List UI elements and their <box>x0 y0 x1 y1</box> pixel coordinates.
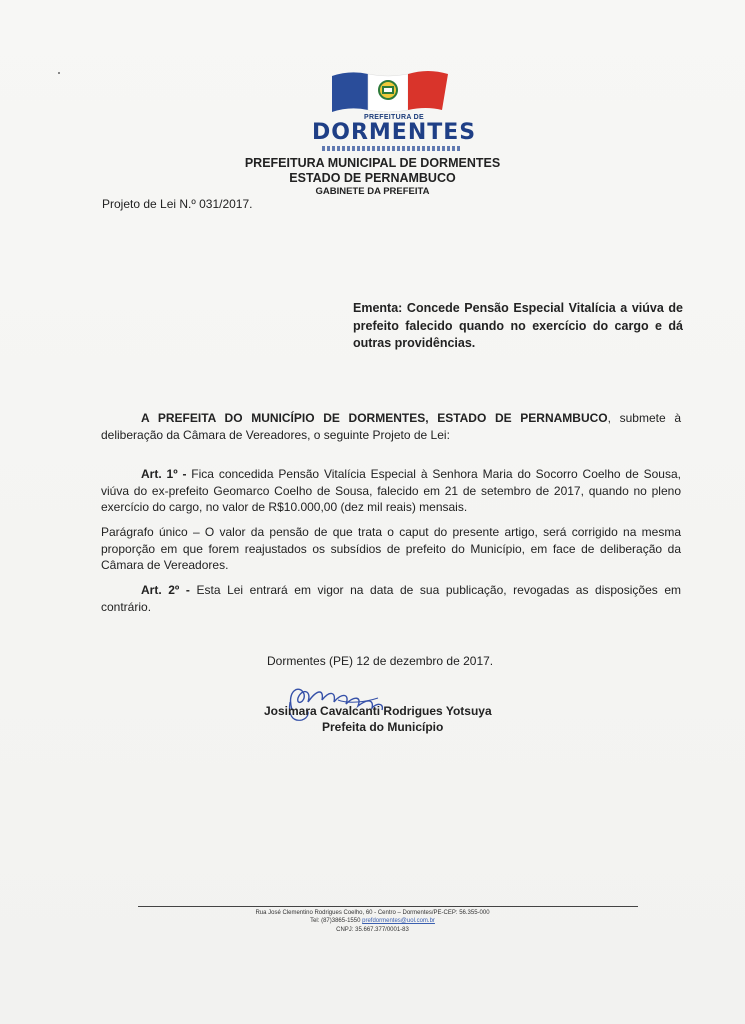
article-2 <box>101 582 681 615</box>
header-office: GABINETE DA PREFEITA <box>315 186 430 197</box>
footer-contact <box>0 918 745 924</box>
footer-tel: Tel: (87)3865-1550 <box>310 918 363 924</box>
header-municipality: PREFEITURA MUNICIPAL DE DORMENTES <box>244 156 501 170</box>
logo-prefeitura-label: PREFEITURA DE <box>363 114 425 121</box>
intro-bold: A PREFEITA DO MUNICÍPIO DE DORMENTES, ESTADO DE PERNAMBUCO <box>141 411 608 425</box>
ementa: Ementa: Concede Pensão Especial Vitalícia a viúva de prefeito falecido quando no exercício do cargo e dá outras providências. <box>353 301 683 350</box>
article-1-label: Art. 1º - <box>141 467 187 481</box>
header-state: ESTADO DE PERNAMBUCO <box>289 171 456 185</box>
logo-tagline-stripe <box>322 146 462 151</box>
dormentes-logo <box>310 70 477 154</box>
scan-mark <box>58 72 60 74</box>
flag-icon <box>330 70 450 114</box>
paragrafo-unico: Parágrafo único – O valor da pensão de que trata o caput do presente artigo, será corrigido na mesma proporção em que forem reajustados os subsídios de prefeito do Município, em face de deliberação da Câmara de Vereadores. <box>101 525 681 572</box>
footer-address: Rua José Clementino Rodrigues Coelho, 60 - Centro – Dormentes/PE-CEP: 56.355-000 <box>255 910 490 916</box>
article-1 <box>101 466 681 516</box>
footer-email-link[interactable]: prefdormentes@uol.com.br <box>362 918 435 924</box>
intro-rest: , submete à deliberação da Câmara de Vereadores, o seguinte Projeto de Lei: <box>101 411 681 442</box>
signer-role: Prefeita do Município <box>322 720 444 734</box>
footer-divider <box>138 906 638 907</box>
article-2-text: Esta Lei entrará em vigor na data de sua publicação, revogadas as disposições em contrário. <box>101 583 681 614</box>
article-2-label: Art. 2º - <box>141 583 190 597</box>
document-date: Dormentes (PE) 12 de dezembro de 2017. <box>267 654 494 668</box>
logo-name: DORMENTES <box>312 120 477 145</box>
footer-cnpj: CNPJ: 35.667.377/0001-83 <box>336 927 409 933</box>
bill-number: Projeto de Lei N.º 031/2017. <box>102 197 253 211</box>
article-1-text: Fica concedida Pensão Vitalícia Especial à Senhora Maria do Socorro Coelho de Sousa, viúva do ex-prefeito Geomarco Coelho de Sousa, falecido em 21 de setembro de 2017, quando no pleno exercício do cargo, no valor de R$10.000,00 (dez mil reais) mensais. <box>101 467 681 514</box>
signer-name: Josimara Cavalcanti Rodrigues Yotsuya <box>264 704 492 718</box>
intro-paragraph <box>101 410 681 443</box>
